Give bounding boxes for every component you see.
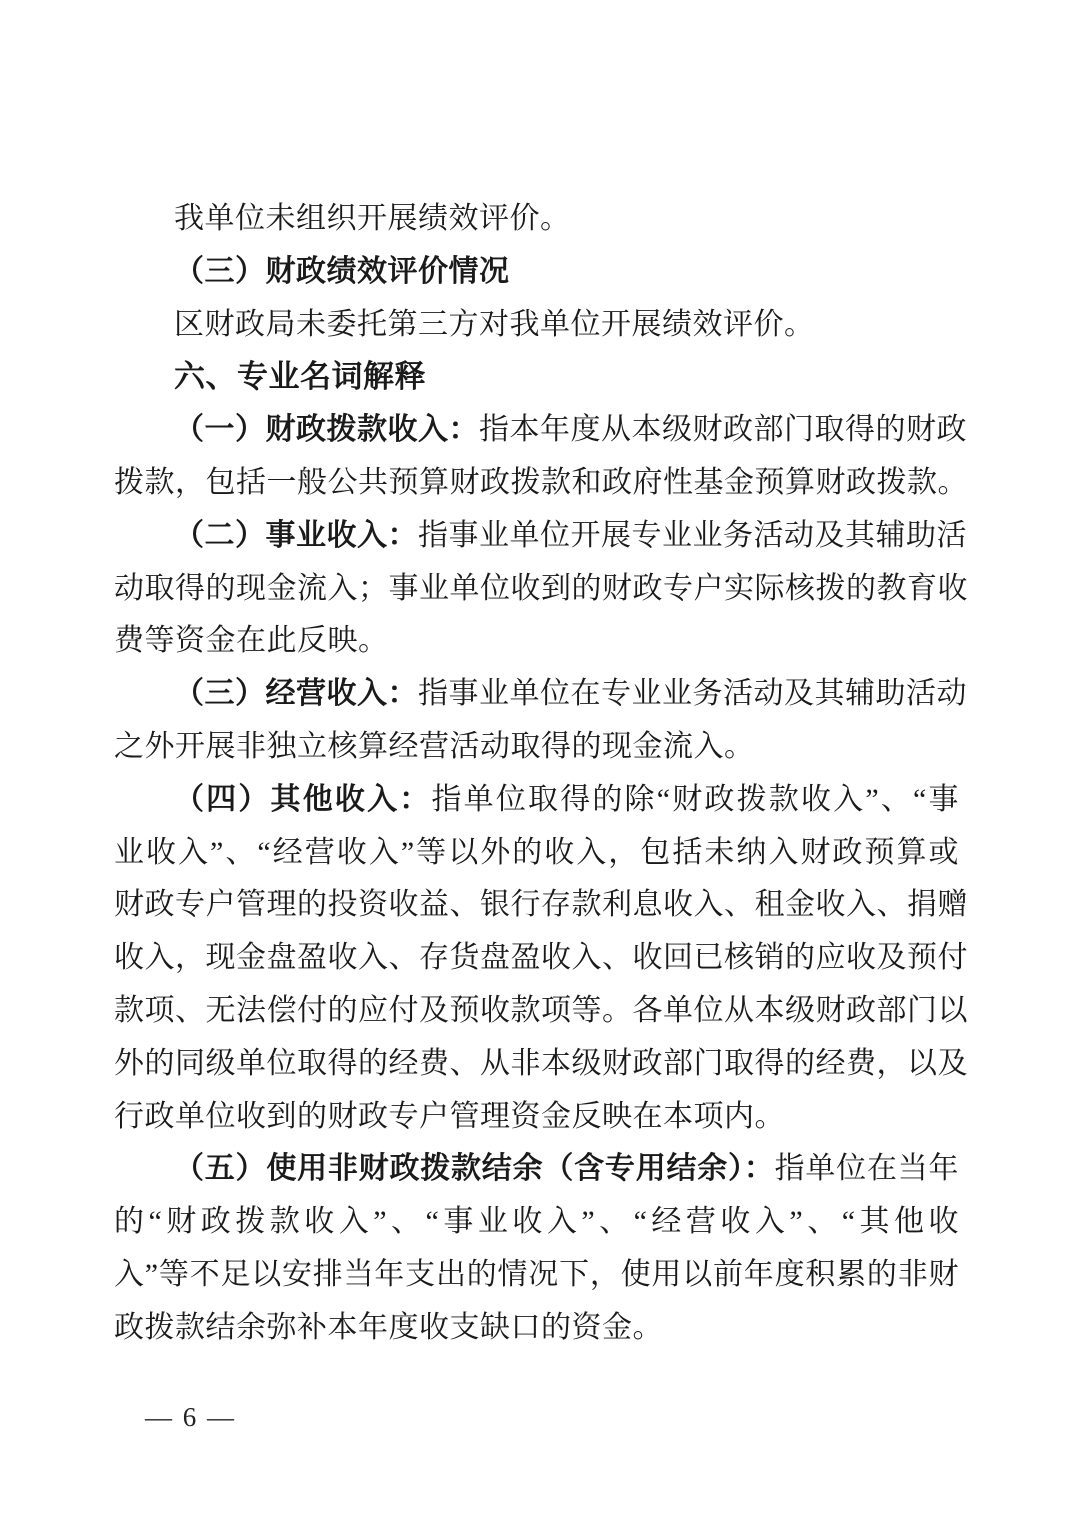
- line-text: 收入，现金盘盈收入、存货盘盈收入、收回已核销的应收及预付: [114, 941, 968, 975]
- line-text: 指事业单位在专业业务活动及其辅助活动: [418, 677, 967, 711]
- paragraph-line: [114, 827, 959, 880]
- line-text: 款项、无法偿付的应付及预收款项等。各单位从本级财政部门以: [114, 993, 968, 1027]
- line-text: 区财政局未委托第三方对我单位开展绩效评价。: [174, 307, 815, 341]
- line-text: 的“财政拨款收入”、“事业收入”、“经营收入”、“其他收: [114, 1205, 959, 1239]
- paragraph-line: [114, 299, 959, 352]
- paragraph-line: [114, 193, 959, 246]
- line-text: 我单位未组织开展绩效评价。: [174, 202, 571, 235]
- line-text: 动取得的现金流入；事业单位收到的财政专户实际核拨的教育收: [114, 571, 968, 605]
- line-text: 指本年度从本级财政部门取得的财政: [479, 413, 967, 447]
- paragraph-line: [114, 1143, 959, 1196]
- term-label: （一）财政拨款收入：: [174, 413, 479, 447]
- line-text: 拨款，包括一般公共预算财政拨款和政府性基金预算财政拨款。: [114, 465, 968, 499]
- paragraph-line: [114, 985, 968, 1038]
- line-text: 行政单位收到的财政专户管理资金反映在本项内。: [114, 1099, 785, 1133]
- document-body: [114, 193, 968, 1355]
- paragraph-line: [114, 510, 967, 563]
- line-text: 政拨款结余弥补本年度收支缺口的资金。: [114, 1310, 663, 1344]
- line-text: 费等资金在此反映。: [114, 624, 389, 658]
- term-label: （五）使用非财政拨款结余（含专用结余）：: [174, 1152, 775, 1186]
- paragraph-line: [114, 615, 959, 668]
- term-label: （三）经营收入：: [174, 677, 418, 711]
- term-label: （四）其他收入：: [174, 782, 432, 816]
- section-heading: [114, 351, 959, 404]
- line-text: 财政专户管理的投资收益、银行存款利息收入、租金收入、捐赠: [114, 888, 968, 922]
- line-text: 入”等不足以安排当年支出的情况下，使用以前年度积累的非财: [114, 1257, 959, 1291]
- line-text: （三）财政绩效评价情况: [174, 254, 510, 288]
- page-number: — 6 —: [145, 1402, 236, 1432]
- line-text: 指单位取得的除“财政拨款收入”、“事: [431, 782, 960, 816]
- line-text: 之外开展非独立核算经营活动取得的现金流入。: [114, 729, 755, 763]
- paragraph-line: [114, 1196, 959, 1249]
- line-text: 业收入”、“经营收入”等以外的收入，包括未纳入财政预算或: [114, 835, 959, 869]
- line-text: 指单位在当年: [774, 1152, 960, 1186]
- paragraph-line: [114, 721, 959, 774]
- subsection-heading: [114, 246, 959, 299]
- paragraph-line: [114, 668, 967, 721]
- term-label: （二）事业收入：: [174, 518, 418, 552]
- paragraph-line: [114, 1249, 959, 1302]
- line-text: 外的同级单位取得的经费、从非本级财政部门取得的经费，以及: [114, 1046, 968, 1080]
- paragraph-line: [114, 1091, 959, 1144]
- paragraph-line: [114, 404, 967, 457]
- paragraph-line: [114, 1038, 968, 1091]
- paragraph-line: [114, 932, 968, 985]
- paragraph-line: [114, 563, 968, 616]
- paragraph-line: [114, 879, 968, 932]
- line-text: 六、专业名词解释: [174, 359, 426, 395]
- paragraph-line: [114, 774, 959, 827]
- paragraph-line: [114, 1302, 959, 1355]
- paragraph-line: [114, 457, 968, 510]
- line-text: 指事业单位开展专业业务活动及其辅助活: [418, 518, 967, 552]
